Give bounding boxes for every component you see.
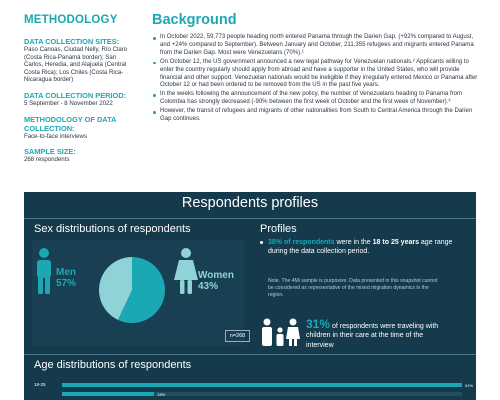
women-label-group xyxy=(198,270,234,292)
background-column xyxy=(152,12,482,125)
women-percent: 43% xyxy=(198,281,219,292)
sex-distribution-box xyxy=(32,240,244,346)
sex-figures xyxy=(32,240,244,346)
age-range-bullet xyxy=(260,238,466,257)
age-bullet-mid: were in the xyxy=(334,239,373,246)
sex-title: Sex distributions of respondents xyxy=(34,223,191,235)
women-label: Women xyxy=(198,270,234,281)
background-bullet: On October 12, the US government announced a new legal pathway for Venezuelan nationals.² Applicants willing to enter the country regularly should apply from abroad and have a supporter in the United States, who will provide financial and other support. Venezuelan nationals would be ineligible if they irregularly entered Mexico or Panama after October 12 or had been ordered to be removed from the US in the past five years. xyxy=(152,59,482,91)
method-heading: METHODOLOGY OF DATA COLLECTION: xyxy=(24,114,117,133)
sample-note: Note. The 4Mi sample is purposive. Data presented in this snapshot cannot be considered as representative of the mixed migration dynamics in the region. xyxy=(268,278,438,298)
background-bullets xyxy=(152,34,482,124)
age-bar xyxy=(62,383,462,387)
children-percent: 31% xyxy=(306,317,331,331)
respondents-profiles-panel xyxy=(24,192,476,400)
methodology-title: METHODOLOGY xyxy=(24,14,118,26)
background-title: Background xyxy=(152,12,237,28)
background-bullet: However, the transit of refugees and migrants of other nationalities from South to Central America through the Darien Gap continues. xyxy=(152,108,482,124)
sex-pie xyxy=(99,257,165,323)
age-bullet-strong: 38% of respondents xyxy=(268,239,335,246)
bullet-dot xyxy=(260,241,263,244)
family-icon xyxy=(260,317,304,349)
methodology-column xyxy=(24,14,136,171)
age-category-label: 18-25 xyxy=(34,382,46,387)
age-bar-value: 51% xyxy=(465,382,474,388)
sample-size-badge: n=268 xyxy=(225,330,250,342)
age-bullet-range: 18 to 25 years xyxy=(372,239,419,246)
method-text: Face-to-face interviews xyxy=(24,132,87,140)
men-percent: 57% xyxy=(56,278,77,289)
top-section xyxy=(0,0,500,192)
sites-heading: DATA COLLECTION SITES: xyxy=(24,37,120,46)
children-text xyxy=(306,317,446,350)
age-bar-value: 28% xyxy=(157,391,166,397)
profiles-heading: Profiles xyxy=(260,223,297,235)
background-bullet: In October 2022, 59,773 people heading north entered Panama through the Darien Gap, (+92% compared to August, and +24% compared to September). Between January and October, 211,355 refugees and migrants entered Panama from the Darien Gap. Most were Venezuelans (70%).¹ xyxy=(152,34,482,58)
panel-divider xyxy=(24,218,476,219)
period-heading: DATA COLLECTION PERIOD: xyxy=(24,90,127,100)
children-description: of respondents were traveling with children in their care at the time of the interview xyxy=(306,323,439,349)
period-text: 5 September - 8 November 2022 xyxy=(24,99,113,107)
age-divider xyxy=(24,354,476,355)
age-bullet-end: age range during the data collection period. xyxy=(268,239,453,256)
men-label-group xyxy=(56,267,76,289)
profiles-title: Respondents profiles xyxy=(181,195,319,211)
men-label: Men xyxy=(56,267,76,278)
woman-icon xyxy=(174,248,198,294)
age-title: Age distributions of respondents xyxy=(34,359,192,371)
age-bar xyxy=(62,392,154,396)
sample-text: 268 respondents xyxy=(24,156,70,164)
sample-heading: SAMPLE SIZE: xyxy=(24,147,76,157)
sites-text: Paso Canoas, Ciudad Nelly, Río Claro (Costa Rica-Panamá border); San Carlos, Heredia, and Alajuela (Central Costa Rica); Los Chiles (Costa Rica-Nicaragua border) xyxy=(24,46,128,84)
man-icon xyxy=(37,248,51,294)
background-bullet: In the weeks following the announcement of the new policy, the number of Venezuelans heading to Panama from Colombia has strongly decreased (-90% between the first week of October and the first week of November).³ xyxy=(152,91,482,107)
